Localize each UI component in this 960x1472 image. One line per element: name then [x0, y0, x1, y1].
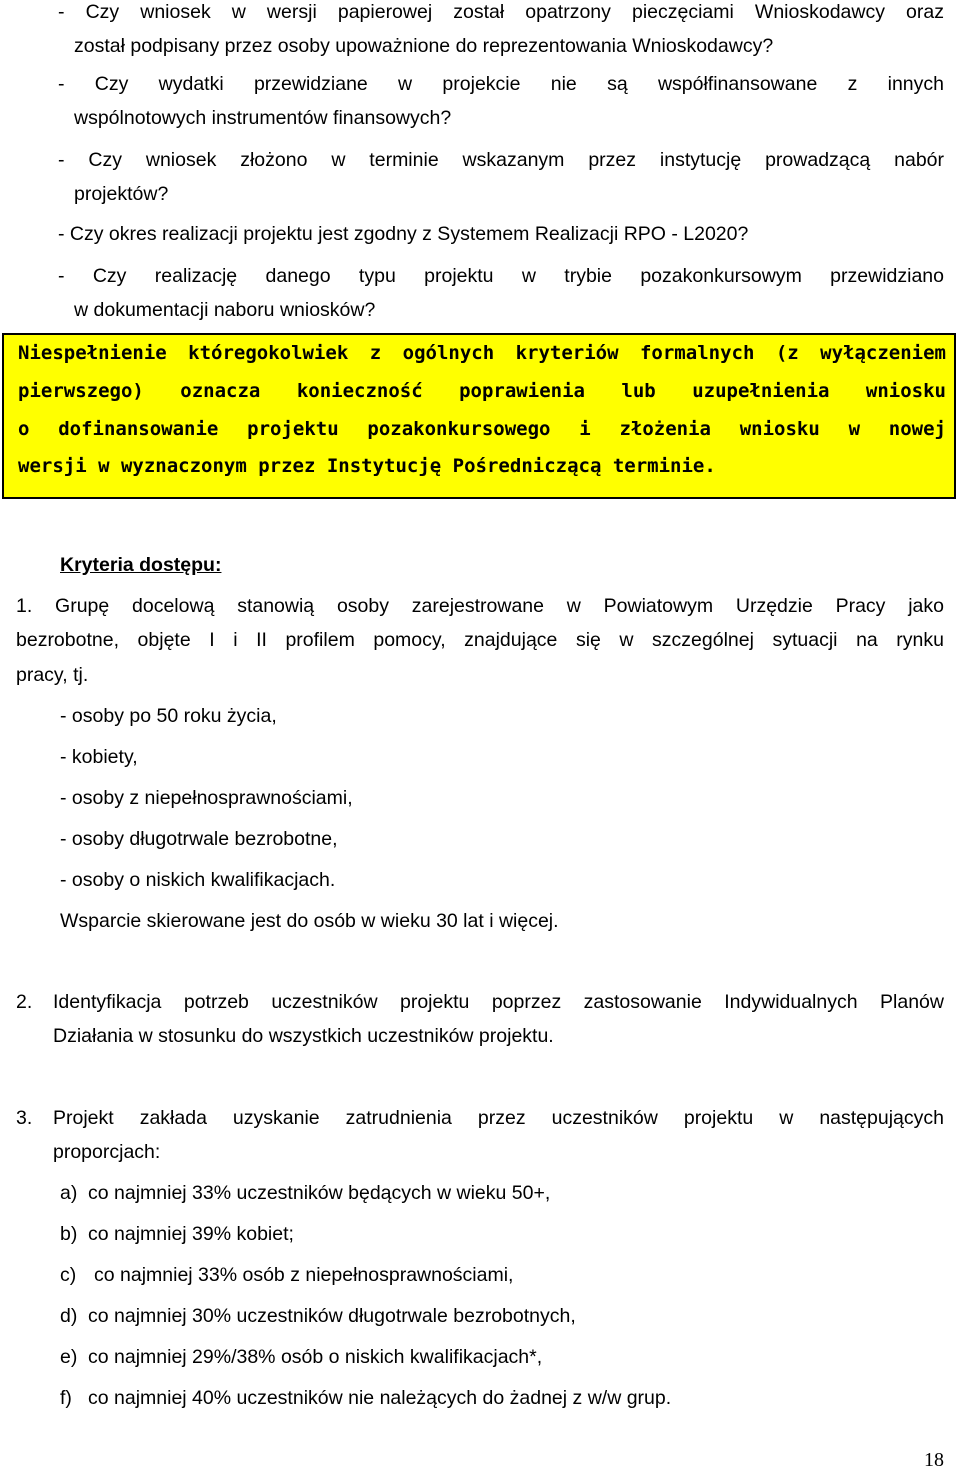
callout-line: wersji w wyznaczonym przez Instytucję Pośredniczącą terminie. — [18, 455, 716, 477]
question-line: - Czy wniosek złożono w terminie wskazanym przez instytucję prowadzącą nabór — [58, 149, 944, 171]
criterion-1-line: pracy, tj. — [16, 664, 89, 686]
subitem-letter: b) — [60, 1223, 78, 1245]
question-line: - Czy realizację danego typu projektu w trybie pozakonkursowym przewidziano — [58, 265, 944, 287]
subitem-text: co najmniej 40% uczestników nie należących do żadnej z w/w grup. — [88, 1387, 672, 1409]
criterion-3-line: Projekt zakłada uzyskanie zatrudnienia przez uczestników projektu w następujących — [53, 1107, 944, 1129]
subitem-letter: d) — [60, 1305, 78, 1327]
access-criteria-heading: Kryteria dostępu: — [60, 554, 222, 576]
subitem-text: co najmniej 33% osób z niepełnosprawnościami, — [94, 1264, 514, 1286]
criterion-3-line: proporcjach: — [53, 1141, 161, 1163]
target-group-item: - osoby z niepełnosprawnościami, — [60, 787, 353, 809]
criterion-1-line: bezrobotne, objęte I i II profilem pomocy, znajdujące się w szczególnej sytuacji na rynku — [16, 629, 944, 651]
question-line: został podpisany przez osoby upoważnione do reprezentowania Wnioskodawcy? — [74, 35, 774, 57]
question-line: - Czy wydatki przewidziane w projekcie nie są współfinansowane z innych — [58, 73, 944, 95]
subitem-letter: f) — [60, 1387, 72, 1409]
subitem-letter: a) — [60, 1182, 78, 1204]
question-line: projektów? — [74, 183, 169, 205]
subitem-letter: e) — [60, 1346, 78, 1368]
subitem-text: co najmniej 39% kobiet; — [88, 1223, 294, 1245]
criterion-2-line: Działania w stosunku do wszystkich uczestników projektu. — [53, 1025, 554, 1047]
callout-line: Niespełnienie któregokolwiek z ogólnych kryteriów formalnych (z wyłączeniem — [18, 342, 946, 364]
callout-line: o dofinansowanie projektu pozakonkursowego i złożenia wniosku w nowej — [18, 418, 946, 440]
subitem-text: co najmniej 30% uczestników długotrwale bezrobotnych, — [88, 1305, 576, 1327]
target-group-item: - osoby po 50 roku życia, — [60, 705, 277, 727]
question-line: w dokumentacji naboru wniosków? — [74, 299, 376, 321]
subitem-text: co najmniej 29%/38% osób o niskich kwalifikacjach*, — [88, 1346, 543, 1368]
criterion-3-number: 3. — [16, 1107, 33, 1129]
subitem-text: co najmniej 33% uczestników będących w wieku 50+, — [88, 1182, 551, 1204]
target-group-item: - kobiety, — [60, 746, 138, 768]
formal-criteria-callout — [2, 333, 956, 499]
target-group-item: - osoby o niskich kwalifikacjach. — [60, 869, 336, 891]
target-group-item: - osoby długotrwale bezrobotne, — [60, 828, 338, 850]
question-line: - Czy okres realizacji projektu jest zgodny z Systemem Realizacji RPO - L2020? — [58, 223, 749, 245]
age-note: Wsparcie skierowane jest do osób w wieku 30 lat i więcej. — [60, 910, 559, 932]
page-number: 18 — [924, 1449, 944, 1471]
question-line: wspólnotowych instrumentów finansowych? — [74, 107, 452, 129]
criterion-2-line: Identyfikacja potrzeb uczestników projektu poprzez zastosowanie Indywidualnych Planów — [53, 991, 944, 1013]
criterion-1-line: 1. Grupę docelową stanowią osoby zarejestrowane w Powiatowym Urzędzie Pracy jako — [16, 595, 944, 617]
subitem-letter: c) — [60, 1264, 77, 1286]
criterion-2-number: 2. — [16, 991, 33, 1013]
callout-line: pierwszego) oznacza konieczność poprawienia lub uzupełnienia wniosku — [18, 380, 946, 402]
question-line: - Czy wniosek w wersji papierowej został opatrzony pieczęciami Wnioskodawcy oraz — [58, 1, 944, 23]
